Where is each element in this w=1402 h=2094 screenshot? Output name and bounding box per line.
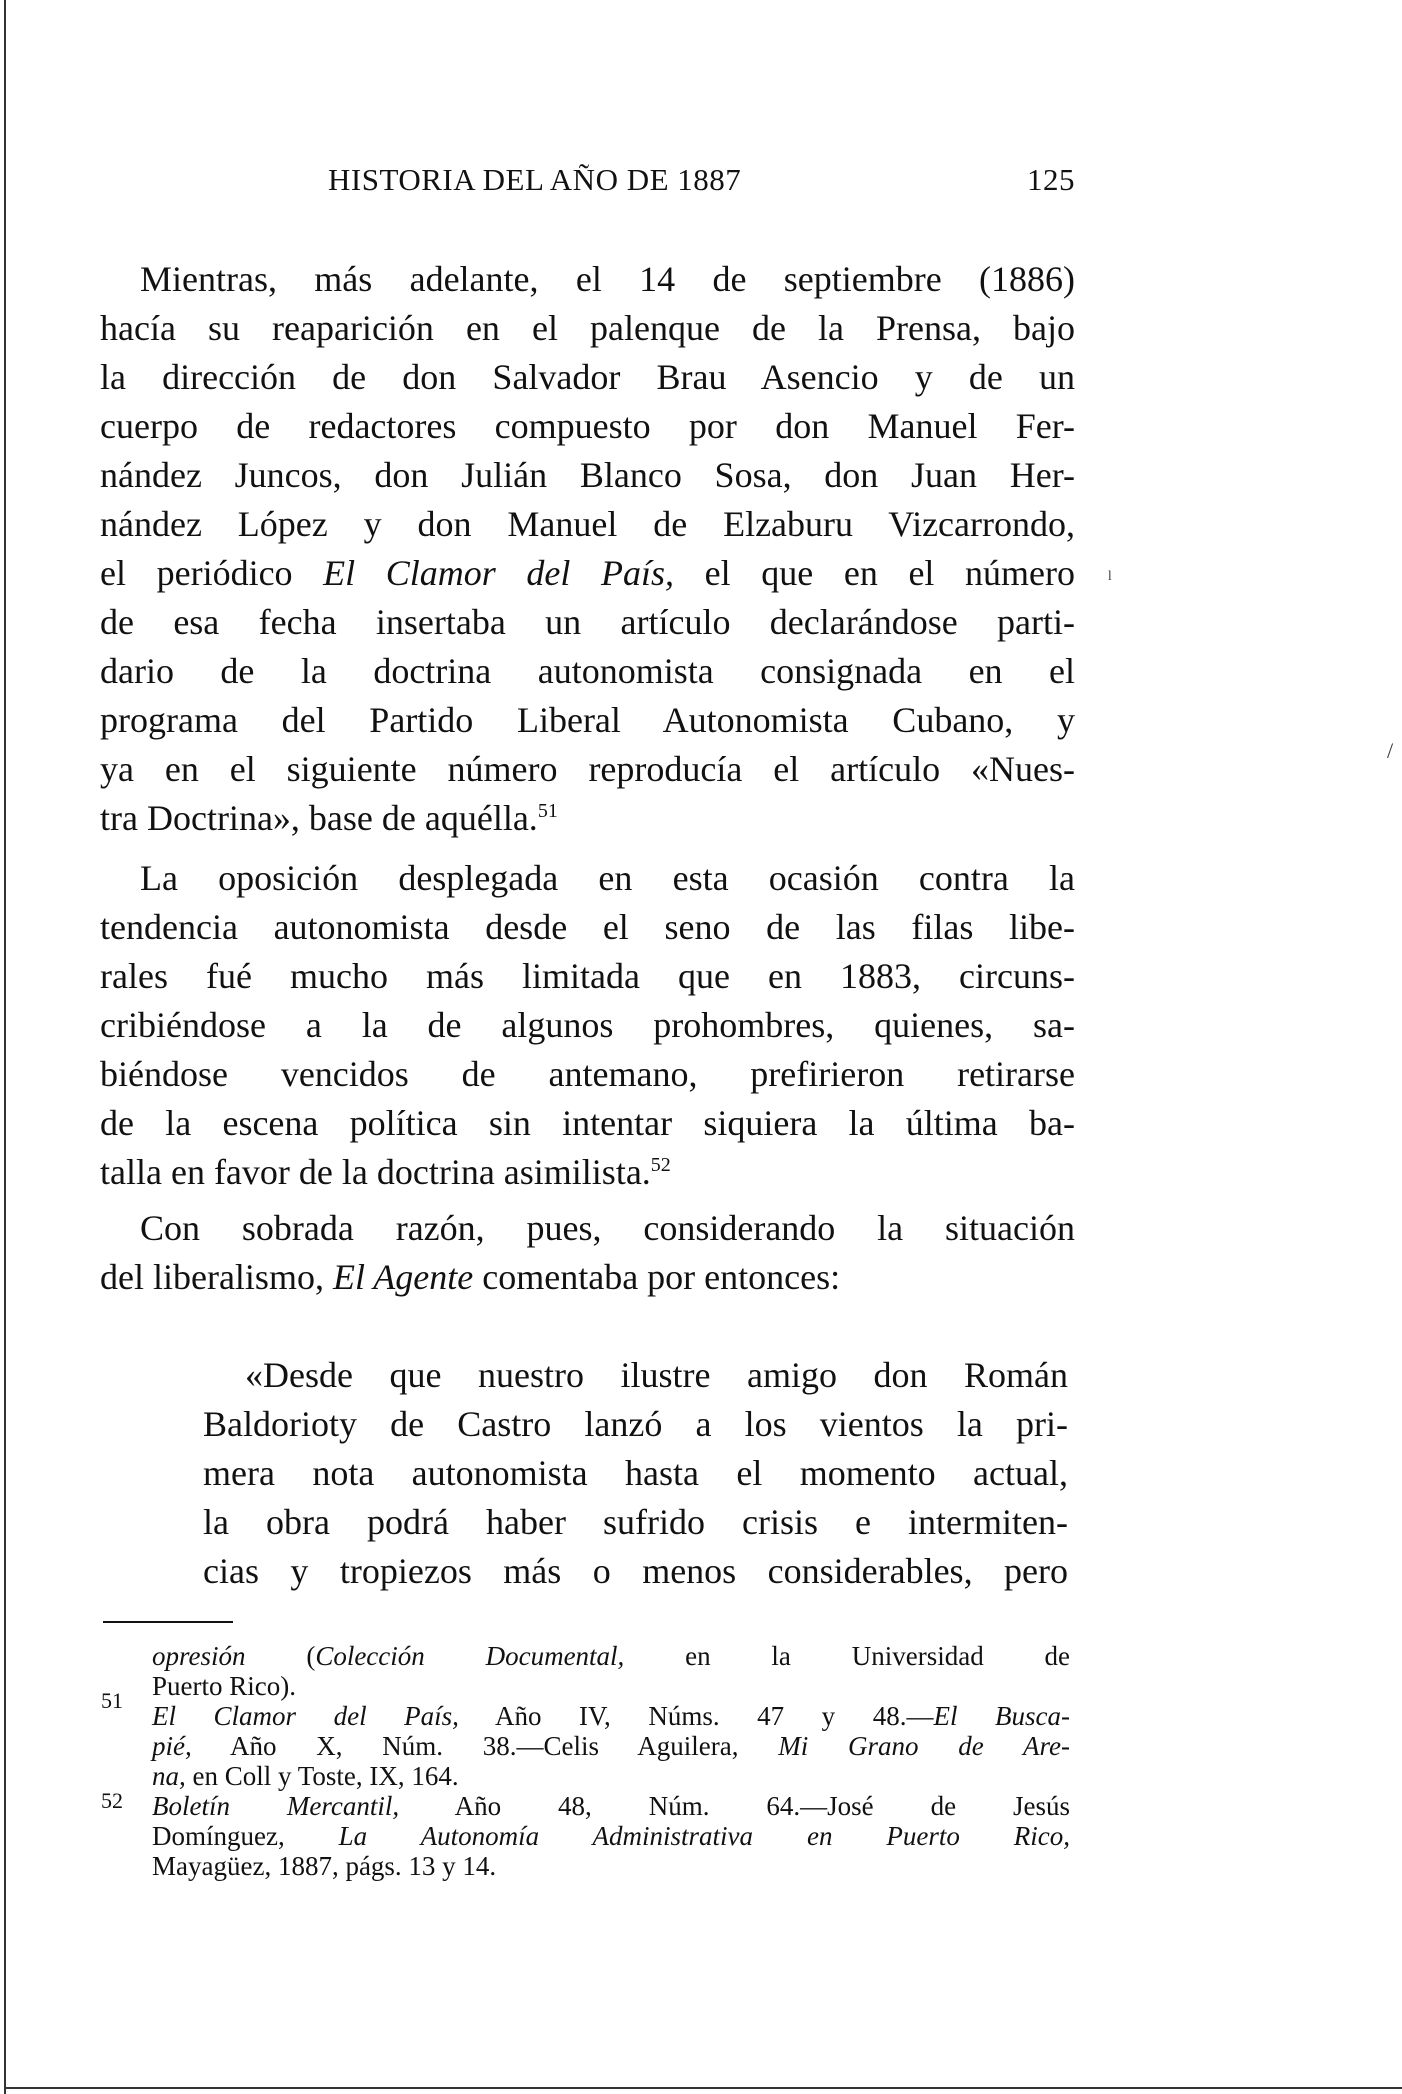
text-line: del liberalismo, El Agente comentaba por entonces:: [100, 1257, 841, 1297]
footnote-line: Boletín Mercantil, Año 48, Núm. 64.—José de Jesús: [152, 1791, 1070, 1821]
text-line: La oposición desplegada en esta ocasión contra la: [140, 858, 1075, 898]
text-line: de la escena política sin intentar siquiera la última ba-: [100, 1103, 1075, 1143]
text-line: ya en el siguiente número reproducía el artículo «Nues-: [100, 749, 1075, 789]
periodical-title: El Clamor del País,: [323, 553, 675, 593]
margin-speck: /: [1387, 738, 1394, 763]
quote-line: Baldorioty de Castro lanzó a los vientos la pri-: [203, 1404, 1068, 1444]
text-line: nández López y don Manuel de Elzaburu Vizcarrondo,: [100, 504, 1075, 544]
text-line: Con sobrada razón, pues, considerando la situación: [140, 1208, 1075, 1248]
text-line: Mientras, más adelante, el 14 de septiembre (1886): [140, 259, 1075, 299]
footnote-number: 52: [101, 1788, 123, 1813]
footnote-line: na, en Coll y Toste, IX, 164.: [152, 1761, 459, 1791]
quote-line: cias y tropiezos más o menos considerables, pero: [203, 1551, 1068, 1591]
quote-line: mera nota autonomista hasta el momento actual,: [203, 1453, 1068, 1493]
footnote-ref: 51: [537, 800, 558, 822]
text-line: de esa fecha insertaba un artículo declarándose parti-: [100, 602, 1075, 642]
page-bottom-edge: [4, 2087, 1402, 2089]
footnote-number: 51: [101, 1688, 123, 1713]
text-line: hacía su reaparición en el palenque de la Prensa, bajo: [100, 308, 1075, 348]
running-header: [100, 162, 1075, 212]
text-line: dario de la doctrina autonomista consignada en el: [100, 651, 1075, 691]
footnote-line: Puerto Rico).: [152, 1671, 296, 1701]
page-number: 125: [1027, 162, 1075, 197]
quote-line: «Desde que nuestro ilustre amigo don Román: [245, 1355, 1068, 1395]
quote-line: la obra podrá haber sufrido crisis e intermiten-: [203, 1502, 1068, 1542]
text-line: cribiéndose a la de algunos prohombres, quienes, sa-: [100, 1005, 1075, 1045]
footnote-line: opresión (Colección Documental, en la Universidad de: [152, 1641, 1070, 1671]
footnote-line: Mayagüez, 1887, págs. 13 y 14.: [152, 1851, 497, 1881]
text-line: tra Doctrina», base de aquélla.$^{51}$: [100, 798, 558, 838]
text-line: el periódico El Clamor del País, el que en el número: [100, 553, 1076, 593]
text-line: talla en favor de la doctrina asimilista.$^{52}$: [100, 1152, 671, 1192]
footnote-line: Domínguez, La Autonomía Administrativa en Puerto Rico,: [152, 1821, 1070, 1851]
footnote-line: El Clamor del País, Año IV, Núms. 47 y 48.—El Busca-: [152, 1701, 1071, 1731]
footnote-line: pié, Año X, Núm. 38.—Celis Aguilera, Mi Grano de Are-: [152, 1731, 1070, 1761]
page-left-edge: [4, 0, 6, 2094]
margin-speck: ˡ: [1108, 566, 1112, 591]
text-line: biéndose vencidos de antemano, prefirieron retirarse: [100, 1054, 1075, 1094]
footnote-ref: 52: [650, 1154, 671, 1176]
text-line: programa del Partido Liberal Autonomista Cubano, y: [100, 700, 1075, 740]
periodical-title: El Agente: [332, 1257, 474, 1297]
text-line: tendencia autonomista desde el seno de las filas libe-: [100, 907, 1075, 947]
text-line: cuerpo de redactores compuesto por don Manuel Fer-: [100, 406, 1075, 446]
text-line: la dirección de don Salvador Brau Asencio y de un: [100, 357, 1075, 397]
text-line: rales fué mucho más limitada que en 1883, circuns-: [100, 956, 1075, 996]
text-line: nández Juncos, don Julián Blanco Sosa, don Juan Her-: [100, 455, 1075, 495]
footnote-separator: [103, 1621, 233, 1623]
running-title: HISTORIA DEL AÑO DE 1887: [328, 162, 742, 197]
